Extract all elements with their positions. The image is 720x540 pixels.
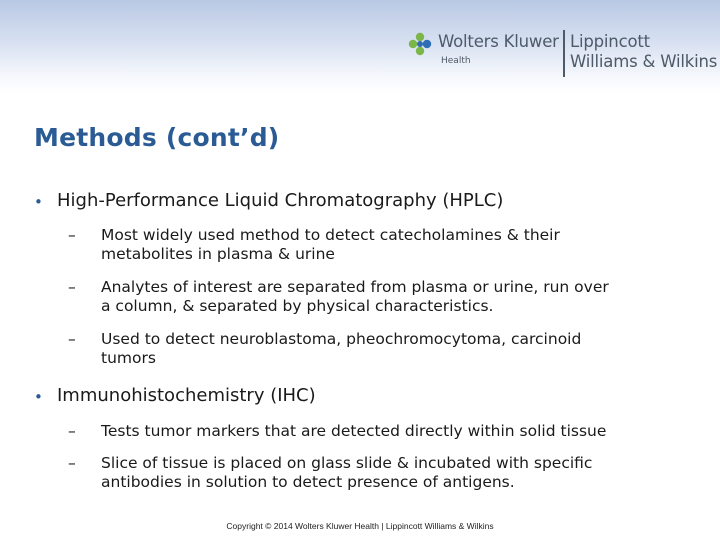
sub-bullet-dash: – [68,422,76,440]
logo-divider [563,30,565,77]
bullet-text: Immunohistochemistry (IHC) [57,385,316,406]
sub-bullet-dash: – [68,454,76,472]
logo-division: Health [441,56,471,66]
sub-bullet-line: Most widely used method to detect catecholamines & their [101,226,560,244]
sub-bullet-text [101,454,701,492]
sub-bullet-line: Analytes of interest are separated from plasma or urine, run over [101,278,609,296]
sub-bullet-line: metabolites in plasma & urine [101,245,335,263]
sub-bullet-line: Used to detect neuroblastoma, pheochromocytoma, carcinoid [101,330,582,348]
wolters-kluwer-logo-icon [408,32,432,56]
sub-bullet-line: Tests tumor markers that are detected directly within solid tissue [101,422,607,440]
sub-bullet-text [101,278,701,316]
bullet-text: High-Performance Liquid Chromatography (HPLC) [57,190,504,211]
sub-bullet-dash: – [68,278,76,296]
slide-title: Methods (cont’d) [34,123,280,152]
sub-bullet-line: tumors [101,349,156,367]
sub-bullet-line: a column, & separated by physical characteristics. [101,297,494,315]
logo-company: Wolters Kluwer [438,32,559,51]
sub-bullet-text [101,422,701,441]
footer-copyright: Copyright © 2014 Wolters Kluwer Health | Lippincott Williams & Wilkins [226,521,494,531]
logo-brand-line-2: Williams & Wilkins [570,52,718,71]
sub-bullet-dash: – [68,330,76,348]
logo-brand-line-1: Lippincott [570,32,650,51]
sub-bullet-text [101,330,701,368]
bullet-dot-icon: • [34,388,43,406]
sub-bullet-line: Slice of tissue is placed on glass slide & incubated with specific [101,454,593,472]
sub-bullet-line: antibodies in solution to detect presence of antigens. [101,473,515,491]
sub-bullet-text [101,226,701,264]
bullet-dot-icon: • [34,193,43,211]
sub-bullet-dash: – [68,226,76,244]
